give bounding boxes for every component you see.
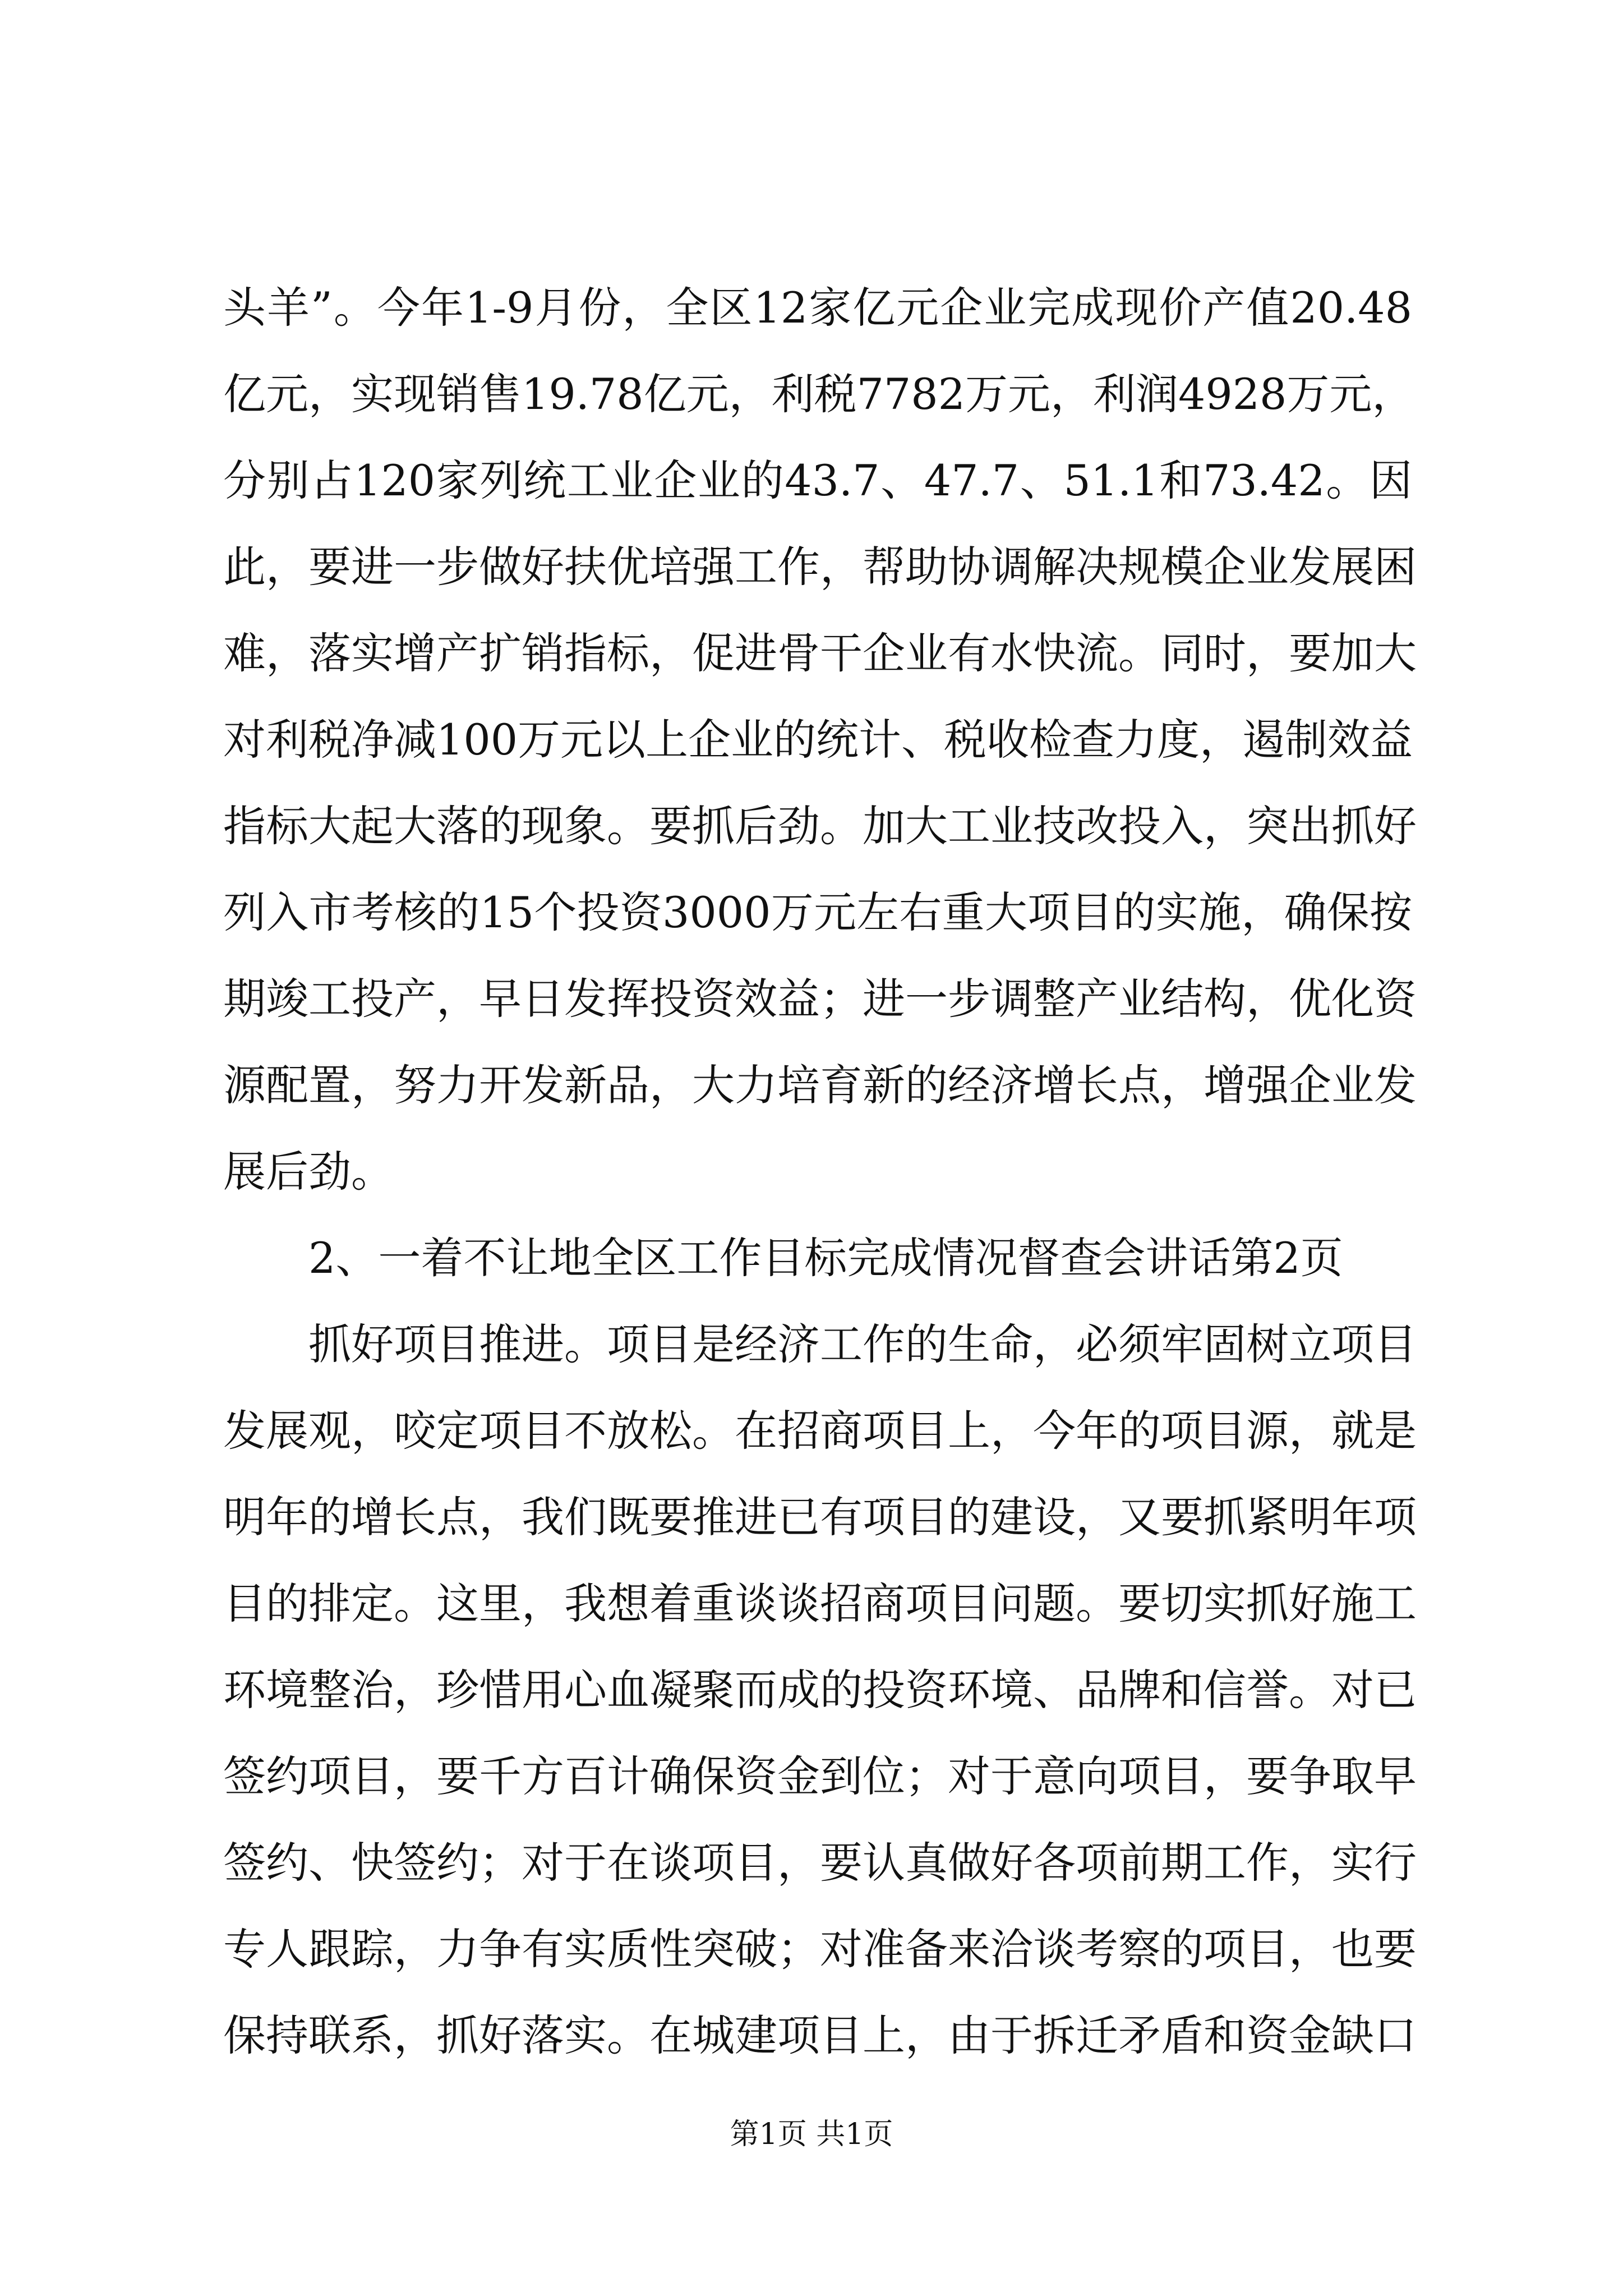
paragraph-line: 头羊”。今年1-9月份，全区12家亿元企业完成现价产值20.48 — [223, 283, 1412, 333]
paragraph-line: 展后劲。 — [223, 1147, 394, 1197]
paragraph-line: 保持联系，抓好落实。在城建项目上，由于拆迁矛盾和资金缺口 — [223, 2010, 1417, 2060]
document-body — [223, 265, 1417, 2079]
paragraph-line: 对利税净减100万元以上企业的统计、税收检查力度，遏制效益 — [223, 715, 1413, 765]
paragraph-line: 期竣工投产，早日发挥投资效益；进一步调整产业结构，优化资 — [223, 974, 1417, 1024]
paragraph-line: 目的排定。这里，我想着重谈谈招商项目问题。要切实抓好施工 — [223, 1579, 1417, 1628]
section-heading: 2、一着不让地全区工作目标完成情况督查会讲话第2页 — [308, 1233, 1343, 1283]
paragraph-line: 指标大起大落的现象。要抓后劲。加大工业技改投入，突出抓好 — [223, 801, 1417, 851]
paragraph-line: 分别占120家列统工业企业的43.7、47.7、51.1和73.42。因 — [223, 455, 1412, 505]
paragraph-line: 专人跟踪，力争有实质性突破；对准备来洽谈考察的项目，也要 — [223, 1924, 1417, 1974]
paragraph-line: 环境整治，珍惜用心血凝聚而成的投资环境、品牌和信誉。对已 — [223, 1665, 1417, 1715]
paragraph-line: 难，落实增产扩销指标，促进骨干企业有水快流。同时，要加大 — [223, 628, 1417, 678]
paragraph-line: 抓好项目推进。项目是经济工作的生命，必须牢固树立项目 — [308, 1319, 1417, 1369]
paragraph-line: 源配置，努力开发新品，大力培育新的经济增长点，增强企业发 — [223, 1060, 1417, 1110]
paragraph-line: 发展观，咬定项目不放松。在招商项目上，今年的项目源，就是 — [223, 1406, 1417, 1456]
paragraph-line: 此，要进一步做好扶优培强工作，帮助协调解决规模企业发展困 — [223, 542, 1417, 592]
page-footer: 第1页 共1页 — [730, 2118, 893, 2151]
paragraph-line: 亿元，实现销售19.78亿元，利税7782万元，利润4928万元， — [223, 369, 1415, 419]
paragraph-line: 签约项目，要千方百计确保资金到位；对于意向项目，要争取早 — [223, 1751, 1417, 1801]
paragraph-line: 明年的增长点，我们既要推进已有项目的建设，又要抓紧明年项 — [223, 1492, 1417, 1542]
paragraph-line: 列入市考核的15个投资3000万元左右重大项目的实施，确保按 — [223, 887, 1412, 937]
paragraph-line: 签约、快签约；对于在谈项目，要认真做好各项前期工作，实行 — [223, 1838, 1417, 1888]
